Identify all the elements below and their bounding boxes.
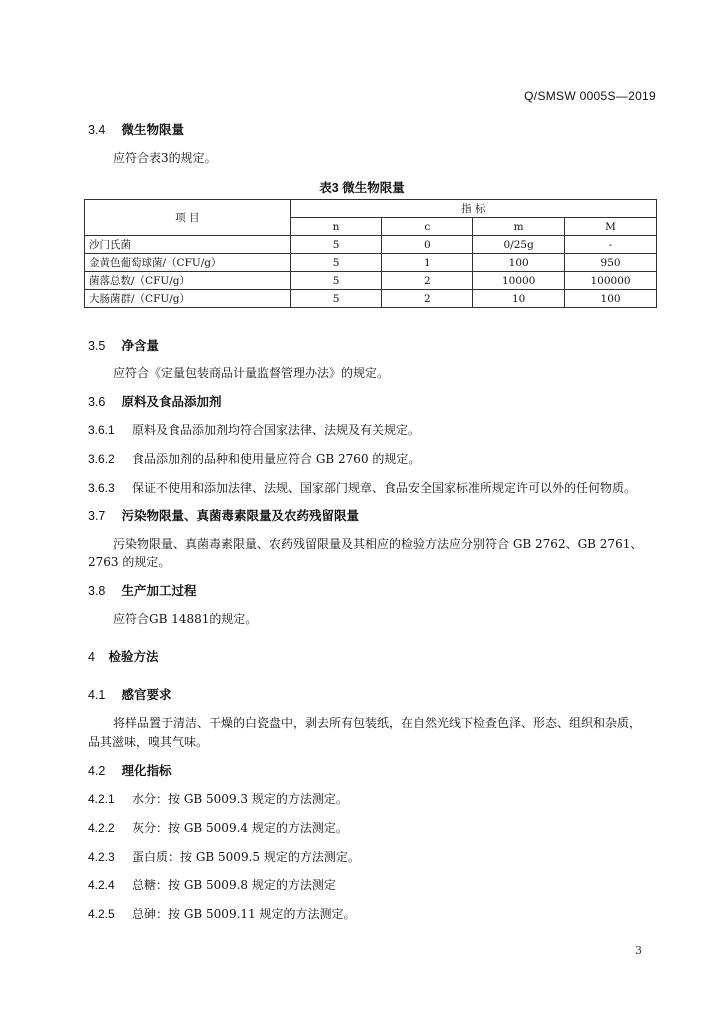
clause-number: 4.2.3 — [88, 850, 115, 864]
clause-number: 3.6.1 — [88, 423, 115, 437]
cell-M: - — [565, 236, 657, 254]
clause-number: 4.2.1 — [88, 792, 115, 806]
heading-title: 原料及食品添加剂 — [121, 395, 222, 409]
heading-4-1 — [88, 685, 172, 703]
heading-number: 3.5 — [88, 339, 106, 353]
clause-text: 食品添加剂的品种和使用量应符合 GB 2760 的规定。 — [132, 452, 421, 466]
header-item: 项 目 — [85, 200, 291, 236]
cell-c: 1 — [382, 254, 473, 272]
header-c: c — [382, 218, 473, 236]
heading-title: 微生物限量 — [121, 123, 184, 137]
cell-n: 5 — [290, 272, 382, 290]
clause-number: 3.6.2 — [88, 452, 115, 466]
cell-m: 100 — [473, 254, 565, 272]
paragraph-3-7-line2: 2763 的规定。 — [88, 555, 171, 569]
cell-c: 0 — [382, 236, 473, 254]
table-caption: 表3 微生物限量 — [319, 181, 405, 195]
clause-4-2-3 — [88, 848, 360, 865]
row-name: 大肠菌群/（CFU/g） — [85, 290, 291, 308]
header-m: m — [473, 218, 565, 236]
clause-number: 4.2.4 — [88, 878, 115, 892]
clause-number: 4.2.2 — [88, 821, 115, 835]
page-number: 3 — [635, 944, 642, 957]
clause-text: 水分：按 GB 5009.3 规定的方法测定。 — [132, 792, 348, 806]
clause-4-2-2 — [88, 819, 348, 836]
paragraph-3-4: 应符合表3的规定。 — [113, 151, 217, 165]
clause-text: 保证不使用和添加法律、法规、国家部门规章、食品安全国家标准所规定许可以外的任何物质。 — [132, 481, 637, 495]
clause-text: 原料及食品添加剂均符合国家法律、法规及有关规定。 — [132, 423, 421, 437]
paragraph-4-1-line2: 品其滋味，嗅其气味。 — [88, 735, 209, 749]
clause-4-2-4 — [88, 876, 336, 893]
paragraph-3-7-line1: 污染物限量、真菌毒素限量、农药残留限量及其相应的检验方法应分别符合 GB 2762、GB 2761、 — [113, 537, 643, 551]
clause-3-6-1 — [88, 421, 420, 438]
heading-3-8 — [88, 581, 197, 599]
heading-number: 4 — [88, 650, 95, 664]
cell-n: 5 — [290, 254, 382, 272]
row-name: 金黄色葡萄球菌/（CFU/g） — [85, 254, 291, 272]
header-n: n — [290, 218, 382, 236]
clause-4-2-1 — [88, 790, 348, 807]
clause-number: 3.6.3 — [88, 481, 115, 495]
heading-3-4 — [88, 120, 184, 138]
clause-text: 总砷：按 GB 5009.11 规定的方法测定。 — [132, 907, 356, 921]
heading-number: 3.6 — [88, 395, 106, 409]
cell-M: 100000 — [565, 272, 657, 290]
table-row — [85, 236, 657, 254]
clause-3-6-3 — [88, 479, 636, 496]
heading-4 — [88, 647, 159, 665]
cell-M: 950 — [565, 254, 657, 272]
heading-number: 4.2 — [88, 764, 106, 778]
cell-m: 0/25g — [473, 236, 565, 254]
heading-title: 生产加工过程 — [121, 584, 197, 598]
paragraph-3-5: 应符合《定量包装商品计量监督管理办法》的规定。 — [113, 366, 390, 380]
clause-text: 灰分：按 GB 5009.4 规定的方法测定。 — [132, 821, 348, 835]
heading-number: 3.8 — [88, 584, 106, 598]
row-name: 沙门氏菌 — [85, 236, 291, 254]
heading-number: 3.4 — [88, 123, 106, 137]
table-row — [85, 290, 657, 308]
cell-m: 10000 — [473, 272, 565, 290]
clause-number: 4.2.5 — [88, 907, 115, 921]
table-row — [85, 272, 657, 290]
heading-title: 检验方法 — [108, 650, 159, 664]
clause-4-2-5 — [88, 905, 355, 922]
cell-n: 5 — [290, 290, 382, 308]
paragraph-3-8: 应符合GB 14881的规定。 — [113, 612, 258, 626]
heading-title: 净含量 — [121, 339, 159, 353]
cell-m: 10 — [473, 290, 565, 308]
heading-title: 理化指标 — [121, 764, 172, 778]
clause-text: 总糖：按 GB 5009.8 规定的方法测定 — [132, 878, 336, 892]
clause-3-6-2 — [88, 450, 420, 467]
heading-3-7 — [88, 506, 359, 524]
document-id: Q/SMSW 0005S—2019 — [524, 89, 656, 103]
cell-n: 5 — [290, 236, 382, 254]
heading-4-2 — [88, 761, 172, 779]
heading-3-5 — [88, 336, 159, 354]
header-index: 指 标 — [290, 200, 656, 218]
heading-title: 污染物限量、真菌毒素限量及农药残留限量 — [121, 509, 359, 523]
cell-M: 100 — [565, 290, 657, 308]
paragraph-4-1-line1: 将样品置于清洁、干燥的白瓷盘中，剥去所有包装纸，在自然光线下检查色泽、形态、组织和杂质， — [113, 716, 642, 730]
heading-title: 感官要求 — [121, 688, 172, 702]
heading-3-6 — [88, 392, 222, 410]
table-header-row — [85, 200, 657, 218]
cell-c: 2 — [382, 272, 473, 290]
row-name: 菌落总数/（CFU/g） — [85, 272, 291, 290]
heading-number: 3.7 — [88, 509, 106, 523]
table-row — [85, 254, 657, 272]
clause-text: 蛋白质：按 GB 5009.5 规定的方法测定。 — [132, 850, 360, 864]
heading-number: 4.1 — [88, 688, 106, 702]
header-M: M — [565, 218, 657, 236]
cell-c: 2 — [382, 290, 473, 308]
microbial-limits-table — [84, 199, 657, 308]
